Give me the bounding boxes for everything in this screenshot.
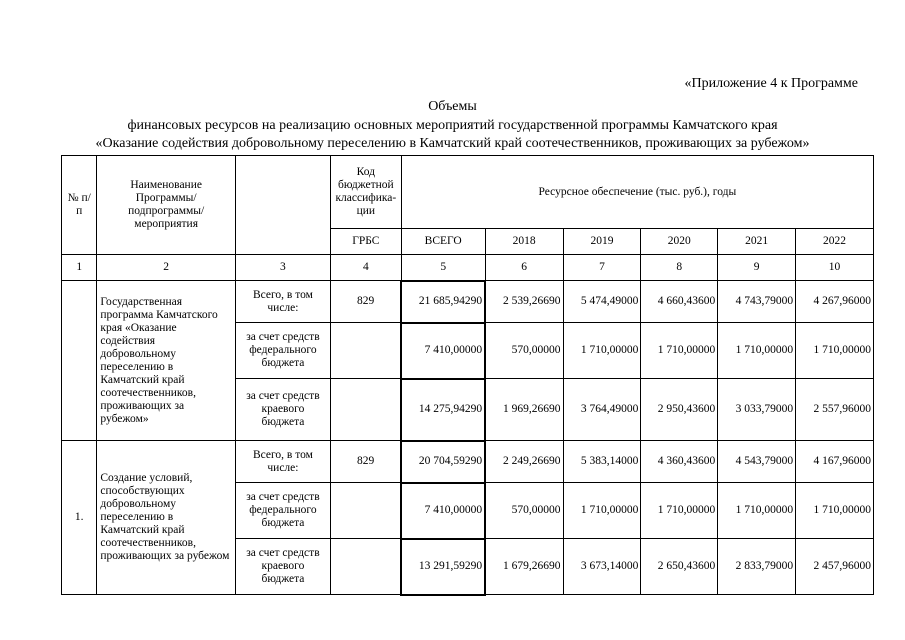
row-value: 1 710,00000: [718, 323, 796, 379]
table-row: [62, 281, 874, 323]
row-num: 1.: [62, 441, 97, 595]
header-year: 2018: [485, 229, 563, 255]
row-value: 4 167,96000: [796, 441, 874, 483]
row-value: 2 557,96000: [796, 379, 874, 441]
appendix-label: «Приложение 4 к Программе: [684, 76, 858, 91]
title-line-1: Объемы: [428, 99, 477, 114]
row-total: 7 410,00000: [401, 483, 485, 539]
row-source: за счет средств федерального бюджета: [235, 483, 330, 539]
row-value: 3 033,79000: [718, 379, 796, 441]
row-value: 5 474,49000: [563, 281, 641, 323]
col-number: 2: [97, 255, 236, 281]
row-value: 1 710,00000: [563, 483, 641, 539]
row-source: за счет средств федерального бюджета: [235, 323, 330, 379]
row-value: 4 660,43600: [641, 281, 718, 323]
header-year: 2022: [796, 229, 874, 255]
row-value: 2 249,26690: [485, 441, 563, 483]
row-total: 14 275,94290: [401, 379, 485, 441]
row-value: 3 673,14000: [563, 539, 641, 595]
row-value: 1 969,26690: [485, 379, 563, 441]
row-value: 1 710,00000: [796, 483, 874, 539]
col-number: 4: [330, 255, 401, 281]
row-value: 3 764,49000: [563, 379, 641, 441]
header-code: Код бюджетной классифика-ции: [330, 156, 401, 229]
row-total: 7 410,00000: [401, 323, 485, 379]
row-num: [62, 281, 97, 441]
header-year: 2020: [641, 229, 718, 255]
col-number: 8: [641, 255, 718, 281]
row-value: 2 833,79000: [718, 539, 796, 595]
title-line-3: «Оказание содействия добровольному переселению в Камчатский край соотечественников, проживающих за рубежом»: [95, 136, 810, 151]
row-total: 13 291,59290: [401, 539, 485, 595]
row-value: 1 710,00000: [563, 323, 641, 379]
header-resource: Ресурсное обеспечение (тыс. руб.), годы: [401, 156, 873, 229]
row-total: 20 704,59290: [401, 441, 485, 483]
col-number: 6: [485, 255, 563, 281]
header-row: [62, 156, 874, 229]
row-value: 1 710,00000: [641, 323, 718, 379]
row-value: 1 710,00000: [718, 483, 796, 539]
row-value: 2 539,26690: [485, 281, 563, 323]
row-grbs: 829: [330, 281, 401, 323]
row-source: Всего, в том числе:: [235, 441, 330, 483]
row-value: 2 457,96000: [796, 539, 874, 595]
row-source: за счет средств краевого бюджета: [235, 379, 330, 441]
row-grbs: [330, 483, 401, 539]
row-grbs: 829: [330, 441, 401, 483]
row-source: Всего, в том числе:: [235, 281, 330, 323]
row-value: 570,00000: [485, 483, 563, 539]
row-value: 1 710,00000: [796, 323, 874, 379]
row-value: 4 743,79000: [718, 281, 796, 323]
col-number: 10: [796, 255, 874, 281]
header-grbs: ГРБС: [330, 229, 401, 255]
table-row: [62, 441, 874, 483]
header-year: 2019: [563, 229, 641, 255]
col-number: 1: [62, 255, 97, 281]
header-year: 2021: [718, 229, 796, 255]
header-total: ВСЕГО: [401, 229, 485, 255]
column-number-row: [62, 255, 874, 281]
row-value: 2 950,43600: [641, 379, 718, 441]
row-value: 4 360,43600: [641, 441, 718, 483]
col-number: 7: [563, 255, 641, 281]
budget-table: [61, 155, 874, 596]
title-line-2: финансовых ресурсов на реализацию основных мероприятий государственной программы Камчатского края: [127, 117, 778, 133]
row-name: Государственная программа Камчатского края «Оказание содействия добровольному переселению в Камчатский край соотечественников, проживающих за рубежом»: [97, 281, 236, 441]
row-value: 5 383,14000: [563, 441, 641, 483]
row-value: 2 650,43600: [641, 539, 718, 595]
row-value: 1 679,26690: [485, 539, 563, 595]
row-value: 4 267,96000: [796, 281, 874, 323]
col-number: 5: [401, 255, 485, 281]
header-num: № п/п: [62, 156, 97, 255]
document-title: [40, 98, 865, 154]
row-name: Создание условий, способствующих добровольному переселению в Камчатский край соотечественников, проживающих за рубежом: [97, 441, 236, 595]
row-value: 4 543,79000: [718, 441, 796, 483]
row-grbs: [330, 379, 401, 441]
row-total: 21 685,94290: [401, 281, 485, 323]
col-number: 9: [718, 255, 796, 281]
col-number: 3: [235, 255, 330, 281]
row-grbs: [330, 323, 401, 379]
header-name: Наименование Программы/ подпрограммы/ мероприятия: [97, 156, 236, 255]
row-value: 1 710,00000: [641, 483, 718, 539]
row-value: 570,00000: [485, 323, 563, 379]
header-source: [235, 156, 330, 255]
row-grbs: [330, 539, 401, 595]
row-source: за счет средств краевого бюджета: [235, 539, 330, 595]
